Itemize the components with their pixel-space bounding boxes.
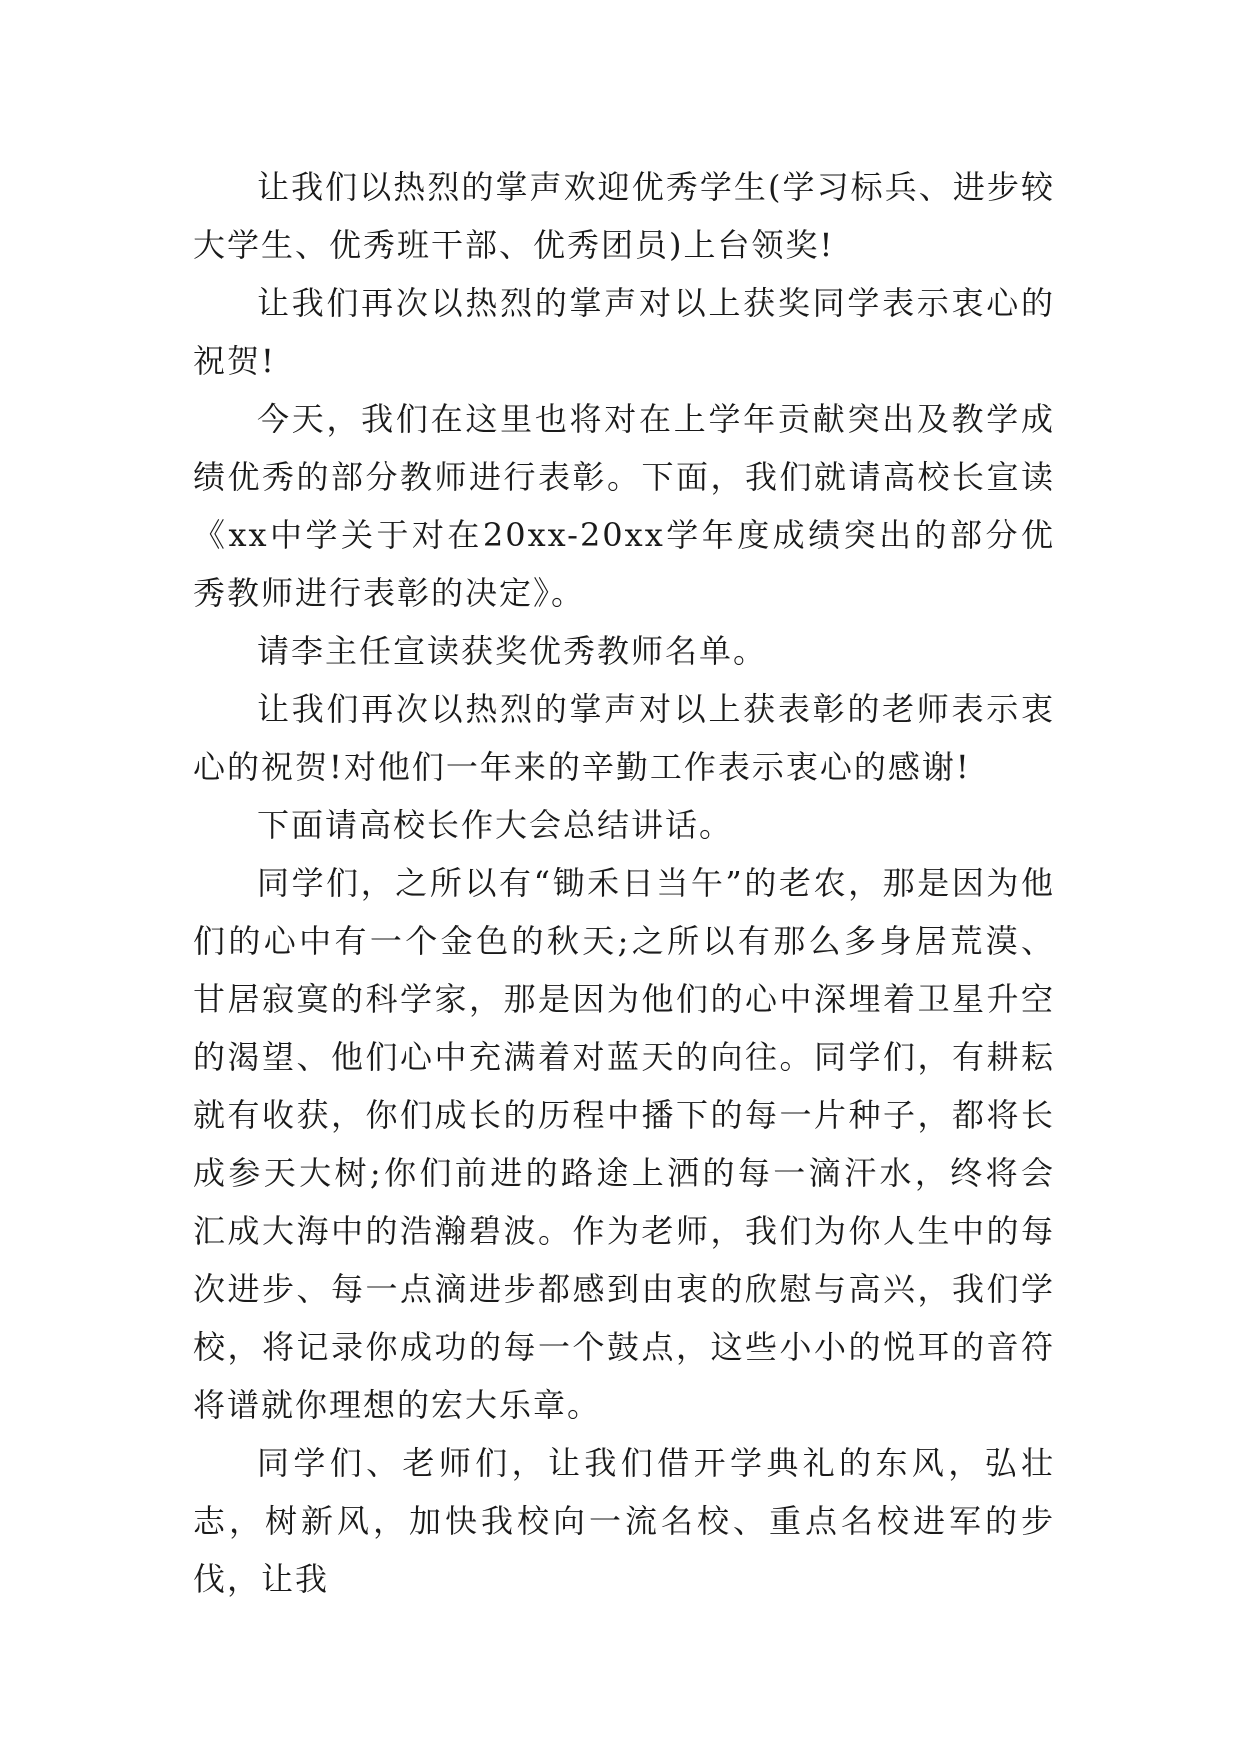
paragraph-7: 同学们，之所以有“锄禾日当午”的老农，那是因为他们的心中有一个金色的秋天;之所以有那么多身居荒漠、甘居寂寞的科学家，那是因为他们的心中深埋着卫星升空的渴望、他们心中充满着对蓝天的向往。同学们，有耕耘就有收获，你们成长的历程中播下的每一片种子，都将长成参天大树;你们前进的路途上洒的每一滴汗水，终将会汇成大海中的浩瀚碧波。作为老师，我们为你人生中的每次进步、每一点滴进步都感到由衷的欣慰与高兴，我们学校，将记录你成功的每一个鼓点，这些小小的悦耳的音符将谱就你理想的宏大乐章。 (193, 864, 1055, 1424)
document-body (193, 158, 1055, 1608)
paragraph-6: 下面请高校长作大会总结讲话。 (257, 806, 734, 844)
paragraph-4: 请李主任宣读获奖优秀教师名单。 (257, 632, 768, 670)
paragraph-3: 今天，我们在这里也将对在上学年贡献突出及教学成绩优秀的部分教师进行表彰。下面，我们就请高校长宣读《xx中学关于对在20xx-20xx学年度成绩突出的部分优秀教师进行表彰的决定》。 (193, 400, 1055, 612)
paragraph-8: 同学们、老师们，让我们借开学典礼的东风，弘壮志，树新风，加快我校向一流名校、重点名校进军的步伐，让我 (193, 1444, 1055, 1598)
paragraph-1: 让我们以热烈的掌声欢迎优秀学生(学习标兵、进步较大学生、优秀班干部、优秀团员)上台领奖! (193, 168, 1055, 264)
paragraph-5: 让我们再次以热烈的掌声对以上获表彰的老师表示衷心的祝贺!对他们一年来的辛勤工作表示衷心的感谢! (193, 690, 1055, 786)
paragraph-2: 让我们再次以热烈的掌声对以上获奖同学表示衷心的祝贺! (193, 284, 1055, 380)
